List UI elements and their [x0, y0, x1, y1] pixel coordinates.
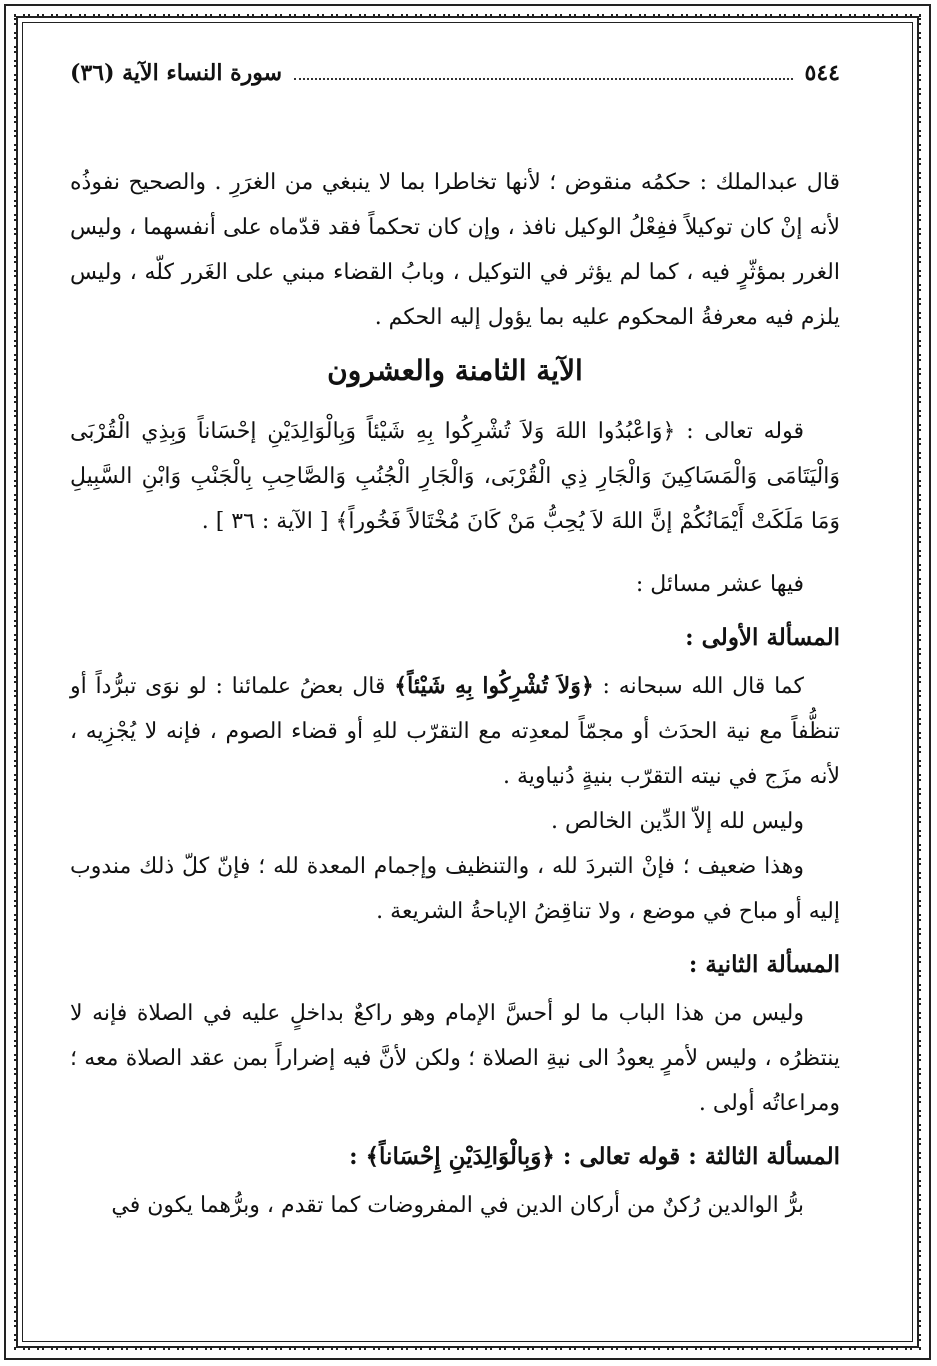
header-leader-dots: [294, 64, 792, 80]
issue-1-intro: كما قال الله سبحانه :: [602, 674, 804, 699]
issue-3-paragraph: برُّ الوالدين رُكنٌ من أركان الدين في المفروضات كما تقدم ، وبرُّهما يكون في: [111, 1193, 804, 1218]
running-head: [70, 60, 840, 100]
spacer: [70, 544, 840, 562]
issue-1-heading: المسألة الأولى :: [685, 624, 840, 651]
surah-title: سورة النساء الآية (٣٦): [70, 60, 283, 86]
verse-intro: قوله تعالى :: [686, 419, 804, 444]
issue-1-paragraph-3: وهذا ضعيف ؛ فإنْ التبردَ لله ، والتنظيف وإجمام المعدة لله ؛ فإنّ كلّ ذلك مندوب إليه أو مباح في موضع ، ولا تناقِضُ الإباحةُ الشريعة .: [70, 854, 840, 924]
issue-2-paragraph: وليس من هذا الباب ما لو أحسَّ الإمام وهو راكعٌ بداخلٍ عليه في الصلاة فإنه لا ينتظرُه ، وليس لأمرٍ يعودُ الى نيةِ الصلاة ؛ ولكن لأنَّ فيه إضراراً بمن عقد الصلاة معه ؛ ومراعاتُه أولى .: [70, 1001, 840, 1116]
issue-3-heading-quote: ﴿وَبِالْوَالِدَيْنِ إِحْسَاناً﴾ :: [349, 1143, 555, 1170]
paragraph-judgment: قال عبدالملك : حكمُه منقوض ؛ لأنها تخاطرا بما لا ينبغي من الغرَرِ . والصحيح نفوذُه لأنه إنْ كان توكيلاً ففِعْلُ الوكيل نافذ ، وإن كان تحكماً فقد قدّماه على أنفسهما ، وليس الغرر بمؤثّرٍ فيه ، كما لم يؤثر في التوكيل ، وبابُ القضاء مبني على الغَرر كلّه ، وليس يلزم فيه معرفةُ المحكوم عليه بما يؤول إليه الحكم .: [70, 170, 840, 330]
page-number: ٥٤٤: [804, 60, 840, 86]
issue-1-paragraph-2: وليس لله إلاّ الدِّين الخالص .: [550, 809, 804, 834]
issue-3-heading: [70, 1134, 840, 1179]
issues-count: فيها عشر مسائل :: [635, 572, 804, 597]
issue-1-body: قال بعضُ علمائنا : لو نوَى تبرُّداً أو تنظُّفاً مع نية الحدَث أو مجمّاً لمعدِته مع التقرّب للهِ أو قضاء الصوم ، فإنه لا يُجْزِيه ، لأنه مزَج في نيته التقرّب بنيةٍ دُنياوية .: [70, 674, 840, 789]
verse-text: ﴿وَاعْبُدُوا اللهَ وَلاَ تُشْرِكُوا بِهِ شَيْئاً وَبِالْوَالِدَيْنِ إحْسَاناً وَبِذِي الْقُرْبَى وَالْيَتَامَى وَالْمَسَاكِينَ وَالْجَارِ ذِي الْقُرْبَى، وَالْجَارِ الْجُنُبِ وَالصَّاحِبِ بِالْجَنْبِ وَابْنِ السَّبِيلِ وَمَا مَلَكَتْ أَيْمَانُكُمْ إنَّ اللهَ لاَ يُحِبُّ مَنْ كَانَ مُخْتَالاً فَخُوراً﴾: [70, 419, 840, 534]
book-page: [70, 60, 840, 1228]
issue-3-heading-label: المسألة الثالثة : قوله تعالى :: [562, 1143, 840, 1170]
issue-2-heading: المسألة الثانية :: [688, 951, 840, 978]
issue-1-quote: ﴿وَلاَ تُشْرِكُوا بِهِ شَيْئاً﴾: [394, 673, 594, 699]
verse-heading: الآية الثامنة والعشرون: [327, 354, 583, 387]
issue-1-paragraph-1: [70, 664, 840, 799]
verse-reference: [ الآية : ٣٦ ] .: [201, 509, 329, 534]
verse-paragraph: [70, 409, 840, 544]
